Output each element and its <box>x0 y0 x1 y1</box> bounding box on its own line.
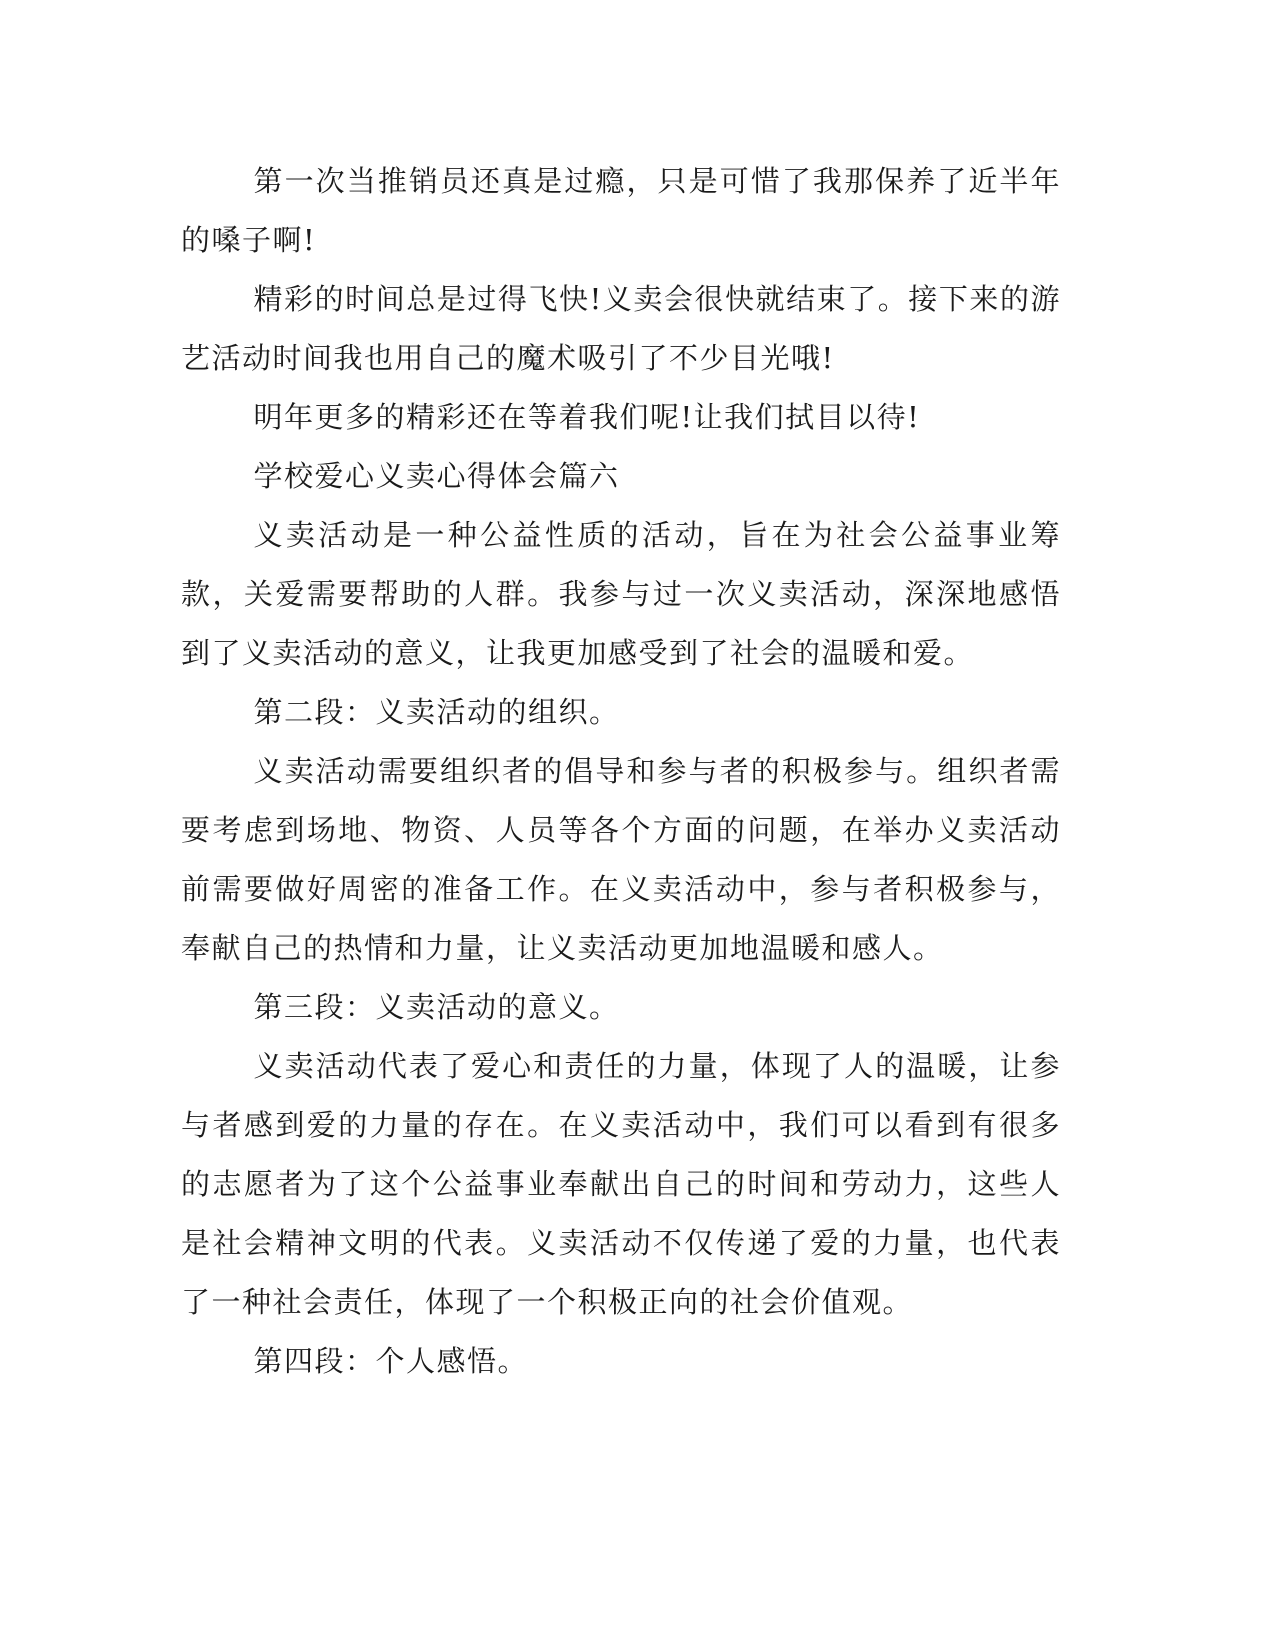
document-page <box>181 152 1061 1391</box>
paragraph-next-year: 明年更多的精彩还在等着我们呢!让我们拭目以待! <box>253 400 921 434</box>
section-heading-meaning: 第三段：义卖活动的意义。 <box>253 990 620 1024</box>
paragraph-time-flies: 精彩的时间总是过得飞快!义卖会很快就结束了。接下来的游艺活动时间我也用自己的魔术吸引了不少目光哦! <box>181 282 1061 375</box>
paragraph-meaning: 义卖活动代表了爱心和责任的力量，体现了人的温暖，让参与者感到爱的力量的存在。在义卖活动中，我们可以看到有很多的志愿者为了这个公益事业奉献出自己的时间和劳动力，这些人是社会精神文明的代表。义卖活动不仅传递了爱的力量，也代表了一种社会责任，体现了一个积极正向的社会价值观。 <box>181 1049 1061 1319</box>
section-heading-part-six: 学校爱心义卖心得体会篇六 <box>253 459 620 493</box>
paragraph-organization: 义卖活动需要组织者的倡导和参与者的积极参与。组织者需要考虑到场地、物资、人员等各个方面的问题，在举办义卖活动前需要做好周密的准备工作。在义卖活动中，参与者积极参与，奉献自己的热情和力量，让义卖活动更加地温暖和感人。 <box>181 754 1061 965</box>
paragraph-charity-intro: 义卖活动是一种公益性质的活动，旨在为社会公益事业筹款，关爱需要帮助的人群。我参与过一次义卖活动，深深地感悟到了义卖活动的意义，让我更加感受到了社会的温暖和爱。 <box>181 518 1061 670</box>
section-heading-organization: 第二段：义卖活动的组织。 <box>253 695 620 729</box>
paragraph-salesperson: 第一次当推销员还真是过瘾，只是可惜了我那保养了近半年的嗓子啊! <box>181 164 1061 257</box>
section-heading-personal: 第四段：个人感悟。 <box>253 1344 529 1378</box>
